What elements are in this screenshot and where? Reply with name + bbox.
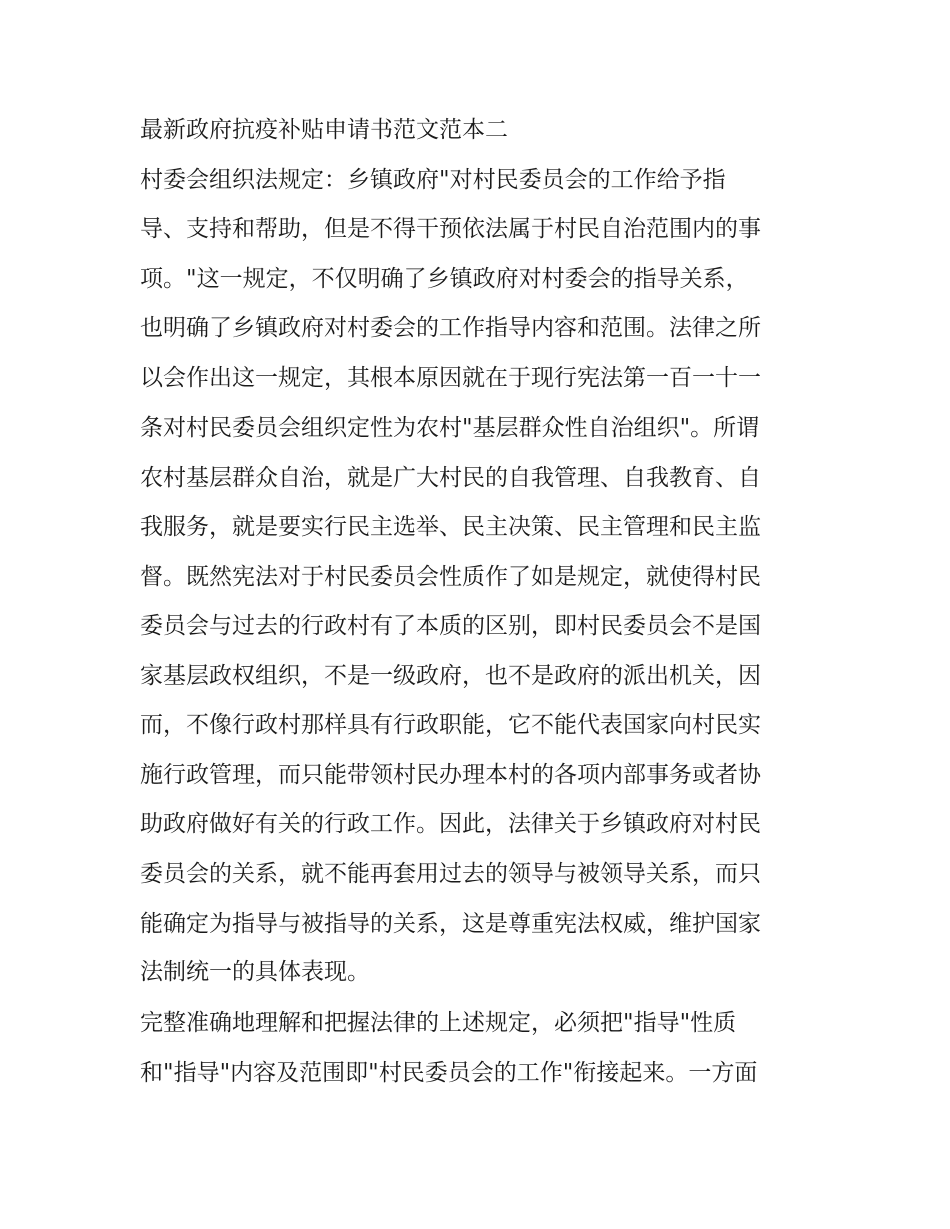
- paragraph-line: 而，不像行政村那样具有行政职能，它不能代表国家向村民实: [140, 712, 761, 738]
- paragraph-line: 条对村民委员会组织定性为农村"基层群众性自治组织"。所谓: [140, 415, 760, 441]
- paragraph-line: 督。既然宪法对于村民委员会性质作了如是规定，就使得村民: [140, 564, 761, 590]
- paragraph-line: 施行政管理，而只能带领村民办理本村的各项内部事务或者协: [140, 762, 761, 788]
- paragraph-line: 我服务，就是要实行民主选举、民主决策、民主管理和民主监: [140, 514, 761, 540]
- paragraph-line: 法制统一的具体表现。: [140, 959, 370, 985]
- paragraph-line: 农村基层群众自治，就是广大村民的自我管理、自我教育、自: [140, 465, 761, 491]
- paragraph-line: 和"指导"内容及范围即"村民委员会的工作"衔接起来。一方面: [140, 1060, 758, 1086]
- document-title: 最新政府抗疫补贴申请书范文范本二: [140, 117, 508, 143]
- paragraph-line: 也明确了乡镇政府对村委会的工作指导内容和范围。法律之所: [140, 315, 761, 341]
- paragraph-line: 完整准确地理解和把握法律的上述规定，必须把"指导"性质: [140, 1010, 737, 1036]
- paragraph-line: 导、支持和帮助，但是不得干预依法属于村民自治范围内的事: [140, 216, 761, 242]
- paragraph-line: 项。"这一规定，不仅明确了乡镇政府对村委会的指导关系，: [140, 266, 749, 292]
- paragraph-line: 以会作出这一规定，其根本原因就在于现行宪法第一百一十一: [140, 365, 761, 391]
- paragraph-line: 委员会与过去的行政村有了本质的区别，即村民委员会不是国: [140, 613, 761, 639]
- paragraph-line: 能确定为指导与被指导的关系，这是尊重宪法权威，维护国家: [140, 911, 761, 937]
- paragraph-line: 助政府做好有关的行政工作。因此，法律关于乡镇政府对村民: [140, 811, 761, 837]
- paragraph-line: 委员会的关系，就不能再套用过去的领导与被领导关系，而只: [140, 861, 761, 887]
- paragraph-line: 村委会组织法规定：乡镇政府"对村民委员会的工作给予指: [140, 167, 726, 193]
- paragraph-line: 家基层政权组织，不是一级政府，也不是政府的派出机关，因: [140, 663, 761, 689]
